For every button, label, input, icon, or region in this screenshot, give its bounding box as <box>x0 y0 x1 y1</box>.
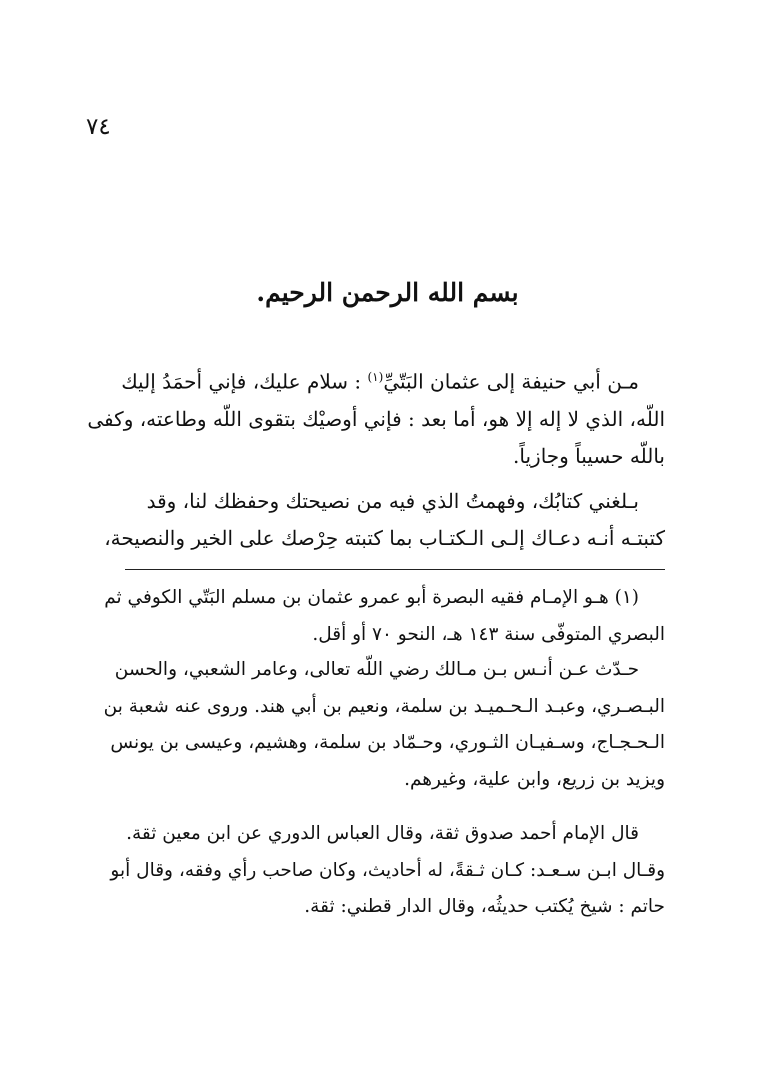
footnote-paragraph <box>65 816 665 926</box>
text-line: الـحـجـاج، وسـفيـان الثـوري، وحـمّاد بن سلمة، وهشيم، وعيسى بن يونس <box>110 732 665 753</box>
page-number: ٧٤ <box>86 114 111 140</box>
text-line: البصري المتوفّى سنة ١٤٣ هـ، النحو ٧٠ أو أقل. <box>312 623 665 645</box>
text-line: (١) هـو الإمـام فقيه البصرة أبو عمرو عثمان بن مسلم البَتّي الكوفي ثم <box>104 587 639 608</box>
basmala-heading: بسم الله الرحمن الرحيم. <box>256 278 519 307</box>
text-line: قال الإمام أحمد صدوق ثقة، وقال العباس الدوري عن ابن معين ثقة. <box>126 823 639 844</box>
letter-opening-paragraph <box>65 359 665 475</box>
text-line: بـلغني كتابُك، وفهمتُ الذي فيه من نصيحتك وحفظك لنا، وقد <box>146 489 639 513</box>
text-line: حاتم : شيخ يُكتب حديثُه، وقال الدار قطني: ثقة. <box>304 896 665 917</box>
text-line: حـدّث عـن أنـس بـن مـالك رضي اللّه تعالى، وعامر الشعبي، والحسن <box>114 659 639 680</box>
footnote-paragraph <box>65 652 665 798</box>
letter-body-paragraph <box>65 483 665 557</box>
footnote-paragraph <box>65 580 665 653</box>
text-line: ويزيد بن زريع، وابن علية، وغيرهم. <box>404 768 665 790</box>
text-line: البـصـري، وعبـد الـحـميـد بن سلمة، ونعيم بن أبي هند. وروى عنه شعبة بن <box>103 695 665 717</box>
footnote-separator <box>125 569 665 570</box>
text-line: اللّه، الذي لا إله إلا هو، أما بعد : فإني أوصيْك بتقوى اللّه وطاعته، وكفى <box>87 406 665 431</box>
text-line: مـن أبي حنيفة إلى عثمان البَتّيِّ$^{(١)}$ : سلام عليك، فإني أحمَدُ إليك <box>121 369 639 394</box>
text-line: وقـال ابـن سـعـد: كـان ثـقةً، له أحاديث، وكان صاحب رأي وفقه، وقال أبو <box>110 859 665 881</box>
footnote-reference[interactable]: (١) <box>367 370 384 384</box>
text-line: كتبتـه أنـه دعـاك إلـى الـكتـاب بما كتبته حِرْصك على الخير والنصيحة، <box>104 526 665 550</box>
text-line: باللّه حسيباً وجازياً. <box>513 443 665 468</box>
